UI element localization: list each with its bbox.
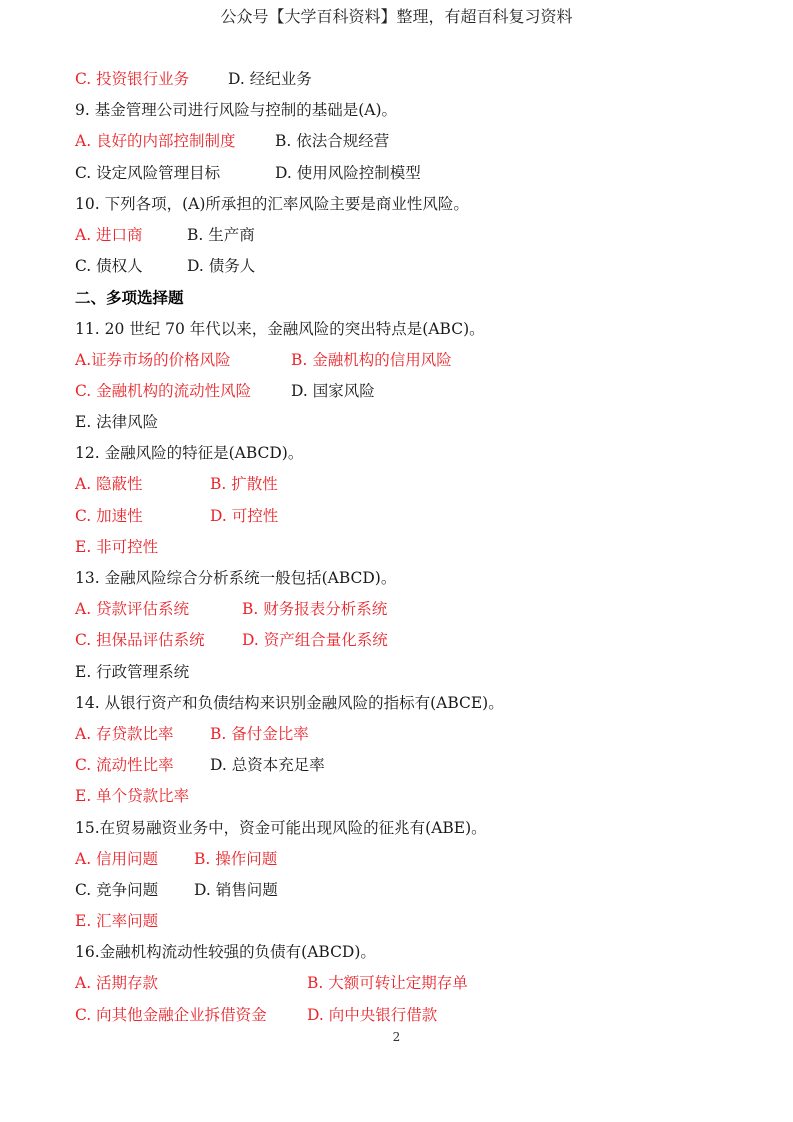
options-row bbox=[75, 407, 735, 438]
options-row bbox=[75, 220, 735, 251]
choice-option: C. 债权人 bbox=[75, 257, 143, 276]
choice-option: C. 设定风险管理目标 bbox=[75, 163, 221, 182]
answer-option: C. 投资银行业务 bbox=[75, 70, 190, 88]
answer-option: B. 扩散性 bbox=[210, 475, 278, 494]
answer-option: C. 加速性 bbox=[75, 506, 143, 525]
section-heading: 二、多项选择题 bbox=[75, 288, 184, 308]
page-number: 2 bbox=[392, 1030, 401, 1044]
choice-option: E. 行政管理系统 bbox=[75, 662, 190, 681]
answer-option: E. 单个贷款比率 bbox=[75, 787, 190, 806]
answer-option: A. 存贷款比率 bbox=[75, 724, 174, 743]
choice-option: E. 法律风险 bbox=[75, 413, 159, 432]
page-header: 公众号【大学百科资料】整理，有超百科复习资料 bbox=[220, 7, 573, 26]
answer-option: B. 操作问题 bbox=[194, 849, 278, 868]
answer-option: A. 贷款评估系统 bbox=[75, 600, 190, 619]
options-row bbox=[75, 719, 735, 750]
choice-option: D. 债务人 bbox=[187, 257, 256, 276]
question-text: 15.在贸易融资业务中，资金可能出现风险的征兆有(ABE)。 bbox=[75, 818, 487, 837]
question-text: 14. 从银行资产和负债结构来识别金融风险的指标有(ABCE)。 bbox=[75, 693, 504, 712]
answer-option: B. 金融机构的信用风险 bbox=[291, 350, 452, 369]
question-text: 16.金融机构流动性较强的负债有(ABCD)。 bbox=[75, 943, 376, 962]
choice-option: B. 依法合规经营 bbox=[275, 132, 390, 151]
choice-option: D. 销售问题 bbox=[194, 880, 278, 899]
answer-option: A.证券市场的价格风险 bbox=[75, 350, 231, 369]
answer-option: C. 金融机构的流动性风险 bbox=[75, 381, 252, 400]
question-text: 9. 基金管理公司进行风险与控制的基础是(A)。 bbox=[75, 101, 398, 120]
answer-option: C. 担保品评估系统 bbox=[75, 631, 205, 650]
answer-option: B. 大额可转让定期存单 bbox=[307, 974, 468, 993]
options-row bbox=[75, 64, 735, 95]
choice-option: C. 竞争问题 bbox=[75, 880, 159, 899]
options-row bbox=[75, 345, 735, 376]
choice-option: D. 经纪业务 bbox=[228, 70, 312, 88]
answer-option: B. 备付金比率 bbox=[210, 724, 309, 743]
answer-option: D. 资产组合量化系统 bbox=[242, 631, 388, 650]
choice-option: D. 总资本充足率 bbox=[210, 756, 325, 775]
document-body bbox=[75, 64, 735, 1031]
options-row bbox=[75, 968, 735, 999]
options-row bbox=[75, 469, 735, 500]
options-row bbox=[75, 844, 735, 875]
question-text: 12. 金融风险的特征是(ABCD)。 bbox=[75, 444, 304, 463]
answer-option: B. 财务报表分析系统 bbox=[242, 600, 388, 619]
options-row bbox=[75, 251, 735, 282]
options-row bbox=[75, 1000, 735, 1031]
choice-option: D. 国家风险 bbox=[291, 381, 375, 400]
answer-option: E. 非可控性 bbox=[75, 537, 159, 556]
answer-option: D. 可控性 bbox=[210, 506, 279, 525]
answer-option: A. 活期存款 bbox=[75, 974, 159, 993]
answer-option: A. 信用问题 bbox=[75, 849, 159, 868]
options-row bbox=[75, 126, 735, 157]
options-row bbox=[75, 657, 735, 688]
choice-option: B. 生产商 bbox=[187, 225, 255, 244]
options-row bbox=[75, 158, 735, 189]
options-row bbox=[75, 781, 735, 812]
question-text: 13. 金融风险综合分析系统一般包括(ABCD)。 bbox=[75, 569, 397, 587]
answer-option: E. 汇率问题 bbox=[75, 912, 159, 931]
options-row bbox=[75, 875, 735, 906]
options-row bbox=[75, 750, 735, 781]
answer-option: A. 良好的内部控制制度 bbox=[75, 132, 236, 151]
choice-option: D. 使用风险控制模型 bbox=[275, 163, 421, 182]
options-row bbox=[75, 625, 735, 656]
answer-option: C. 向其他金融企业拆借资金 bbox=[75, 1005, 267, 1024]
answer-option: D. 向中央银行借款 bbox=[307, 1005, 438, 1024]
options-row bbox=[75, 376, 735, 407]
question-text: 10. 下列各项，(A)所承担的汇率风险主要是商业性风险。 bbox=[75, 194, 469, 213]
options-row bbox=[75, 594, 735, 625]
question-text: 11. 20 世纪 70 年代以来，金融风险的突出特点是(ABC)。 bbox=[75, 319, 485, 338]
options-row bbox=[75, 532, 735, 563]
options-row bbox=[75, 906, 735, 937]
answer-option: A. 进口商 bbox=[75, 225, 143, 244]
options-row bbox=[75, 501, 735, 532]
answer-option: A. 隐蔽性 bbox=[75, 475, 143, 494]
answer-option: C. 流动性比率 bbox=[75, 756, 174, 775]
